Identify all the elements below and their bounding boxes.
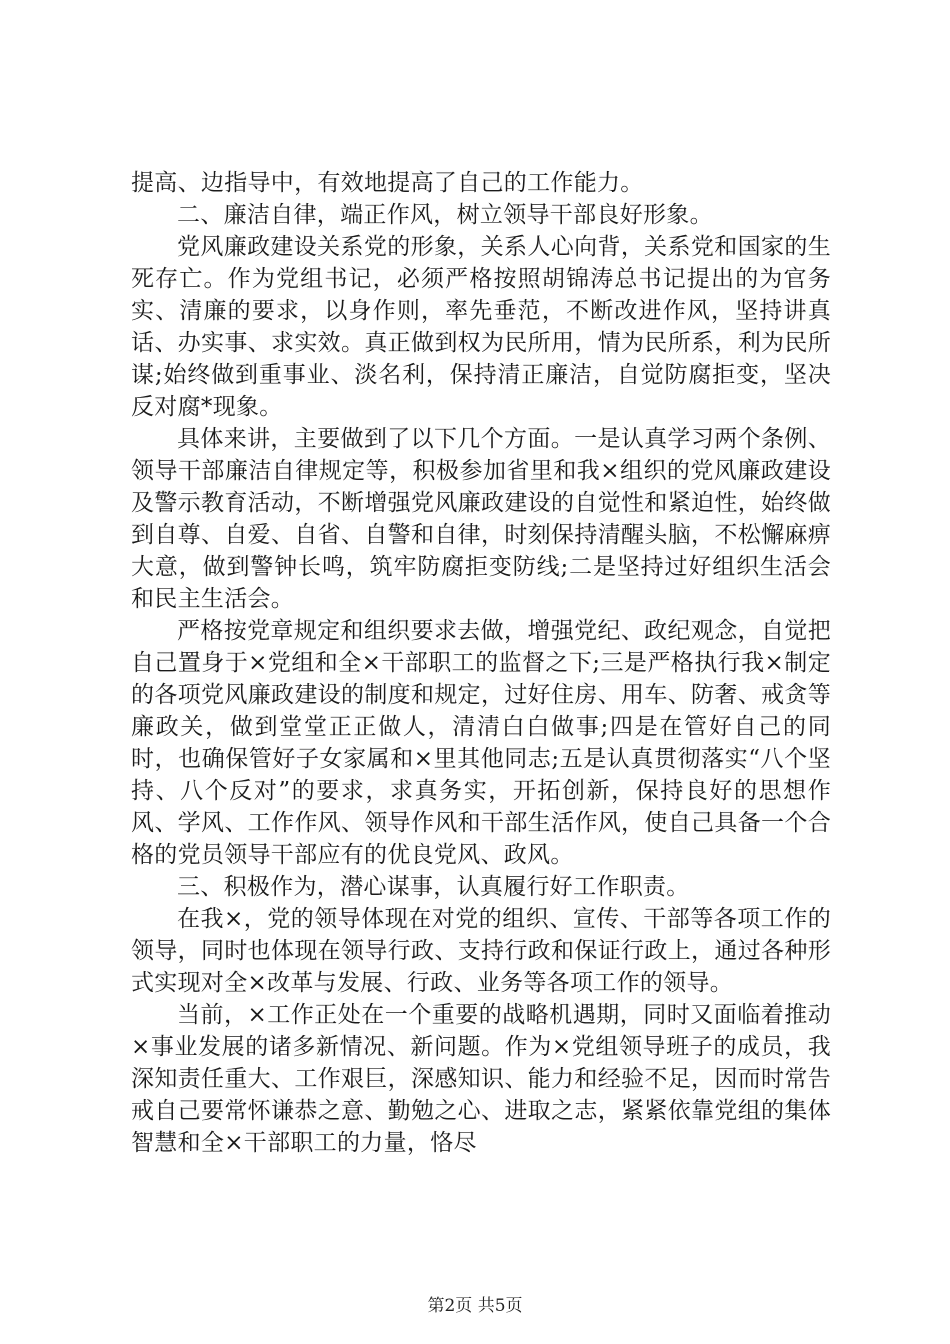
paragraph: 具体来讲，主要做到了以下几个方面。一是认真学习两个条例、领导干部廉洁自律规定等，积极参加省里和我×组织的党风廉政建设及警示教育活动，不断增强党风廉政建设的自觉性和紧迫性，始终做到自尊、自爱、自省、自警和自律，时刻保持清醒头脑，不松懈麻痹大意，做到警钟长鸣，筑牢防腐拒变防线;二是坚持过好组织生活会和民主生活会。	[131, 426, 831, 612]
section-heading: 三、积极作为，潜心谋事，认真履行好工作职责。	[177, 874, 690, 900]
paragraph: 严格按党章规定和组织要求去做，增强党纪、政纪观念，自觉把自己置身于×党组和全×干部职工的监督之下;三是严格执行我×制定的各项党风廉政建设的制度和规定，过好住房、用车、防奢、戒贪等廉政关，做到堂堂正正做人，清清白白做事;四是在管好自己的同时，也确保管好子女家属和×里其他同志;五是认真贯彻落实“八个坚持、八个反对”的要求，求真务实，开拓创新，保持良好的思想作风、学风、工作作风、领导作风和干部生活作风，使自己具备一个合格的党员领导干部应有的优良党风、政风。	[131, 618, 831, 868]
paragraph: 在我×，党的领导体现在对党的组织、宣传、干部等各项工作的领导，同时也体现在领导行政、支持行政和保证行政上，通过各种形式实现对全×改革与发展、行政、业务等各项工作的领导。	[131, 906, 831, 996]
document-body	[131, 167, 831, 1159]
page-number-footer: 第2页 共5页	[427, 1296, 523, 1316]
paragraph: 提高、边指导中，有效地提高了自己的工作能力。	[131, 170, 644, 196]
paragraph: 党风廉政建设关系党的形象，关系人心向背，关系党和国家的生死存亡。作为党组书记，必须严格按照胡锦涛总书记提出的为官务实、清廉的要求，以身作则，率先垂范，不断改进作风，坚持讲真话、办实事、求实效。真正做到权为民所用，情为民所系，利为民所谋;始终做到重事业、淡名利，保持清正廉洁，自觉防腐拒变，坚决反对腐*现象。	[131, 234, 831, 420]
paragraph: 当前，×工作正处在一个重要的战略机遇期，同时又面临着推动×事业发展的诸多新情况、新问题。作为×党组领导班子的成员，我深知责任重大、工作艰巨，深感知识、能力和经验不足，因而时常告戒自己要常怀谦恭之意、勤勉之心、进取之志，紧紧依靠党组的集体智慧和全×干部职工的力量，恪尽	[131, 1002, 831, 1156]
section-heading: 二、廉洁自律，端正作风，树立领导干部良好形象。	[177, 202, 713, 228]
